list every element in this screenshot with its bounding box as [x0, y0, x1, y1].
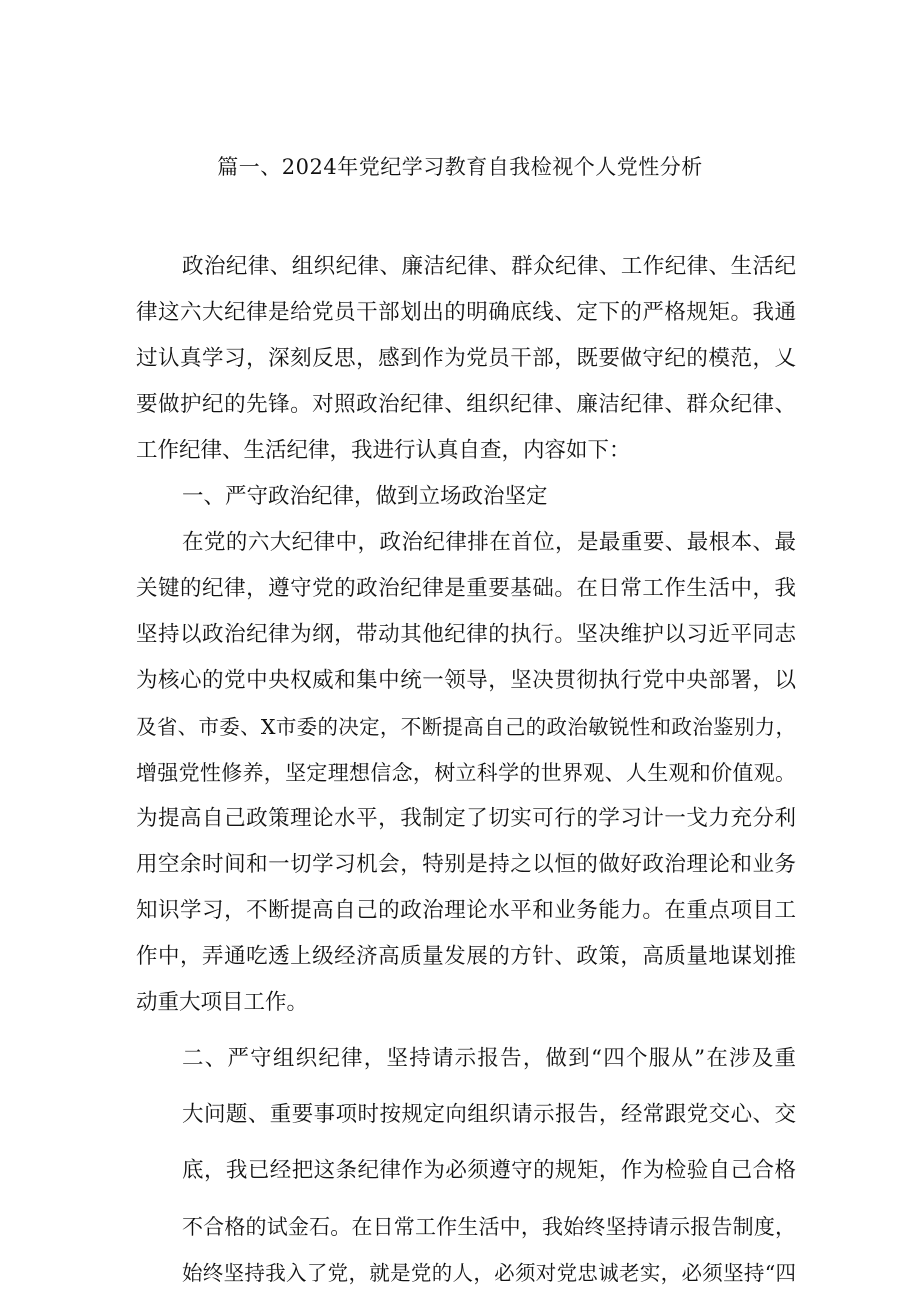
document-title: 篇一、2024年党纪学习教育自我检视个人党性分析 — [217, 155, 703, 179]
paragraph-line: 关键的纪律，遵守党的政治纪律是重要基础。在日常工作生活中，我 — [136, 576, 796, 601]
section-heading: 一、严守政治纪律，做到立场政治坚定 — [182, 484, 548, 509]
paragraph-line: 坚持以政治纪律为纲，带动其他纪律的执行。坚决维护以习近平同志 — [136, 622, 796, 647]
paragraph-line: 增强党性修养，坚定理想信念，树立科学的世界观、人生观和价值观。 — [136, 761, 796, 785]
paragraph-line: 在党的六大纪律中，政治纪律排在首位，是最重要、最根本、最 — [182, 530, 796, 555]
paragraph-line: 政治纪律、组织纪律、廉洁纪律、群众纪律、工作纪律、生活纪 — [182, 254, 796, 279]
paragraph-line: 要做护纪的先锋。对照政治纪律、组织纪律、廉洁纪律、群众纪律、 — [136, 392, 796, 417]
paragraph-line: 大问题、重要事项时按规定向组织请示报告，经常跟党交心、交 — [182, 1102, 796, 1127]
paragraph-line: 始终坚持我入了党，就是党的人，必须对党忠诚老实，必须坚持“四 — [182, 1261, 796, 1285]
paragraph-line: 底，我已经把这条纪律作为必须遵守的规矩，作为检验自己合格 — [182, 1158, 796, 1183]
paragraph-line: 为提高自己政策理论水平，我制定了切实可行的学习计一戈力充分利 — [136, 806, 796, 831]
paragraph-line: 律这六大纪律是给党员干部划出的明确底线、定下的严格规矩。我通 — [136, 300, 796, 325]
section-heading: 二、严守组织纪律，坚持请示报告，做到“四个服从”在涉及重 — [182, 1046, 796, 1071]
paragraph-line: 及省、市委、X市委的决定，不断提高自己的政治敏锐性和政治鉴别力， — [136, 715, 796, 739]
paragraph-line: 知识学习，不断提高自己的政治理论水平和业务能力。在重点项目工 — [136, 898, 796, 923]
paragraph-line: 为核心的党中央权威和集中统一领导，坚决贯彻执行党中央部署，以 — [136, 668, 796, 693]
paragraph-line: 不合格的试金石。在日常工作生活中，我始终坚持请示报告制度， — [182, 1215, 796, 1239]
paragraph-line: 动重大项目工作。 — [136, 990, 309, 1015]
paragraph-line: 用空余时间和一切学习机会，特别是持之以恒的做好政治理论和业务 — [136, 852, 796, 877]
paragraph-line: 过认真学习，深刻反思，感到作为党员干部，既要做守纪的模范，乂 — [136, 346, 796, 371]
paragraph-line: 作中，弄通吃透上级经济高质量发展的方针、政策，高质量地谋划推 — [136, 944, 796, 969]
paragraph-line: 工作纪律、生活纪律，我进行认真自查，内容如下： — [136, 438, 631, 463]
